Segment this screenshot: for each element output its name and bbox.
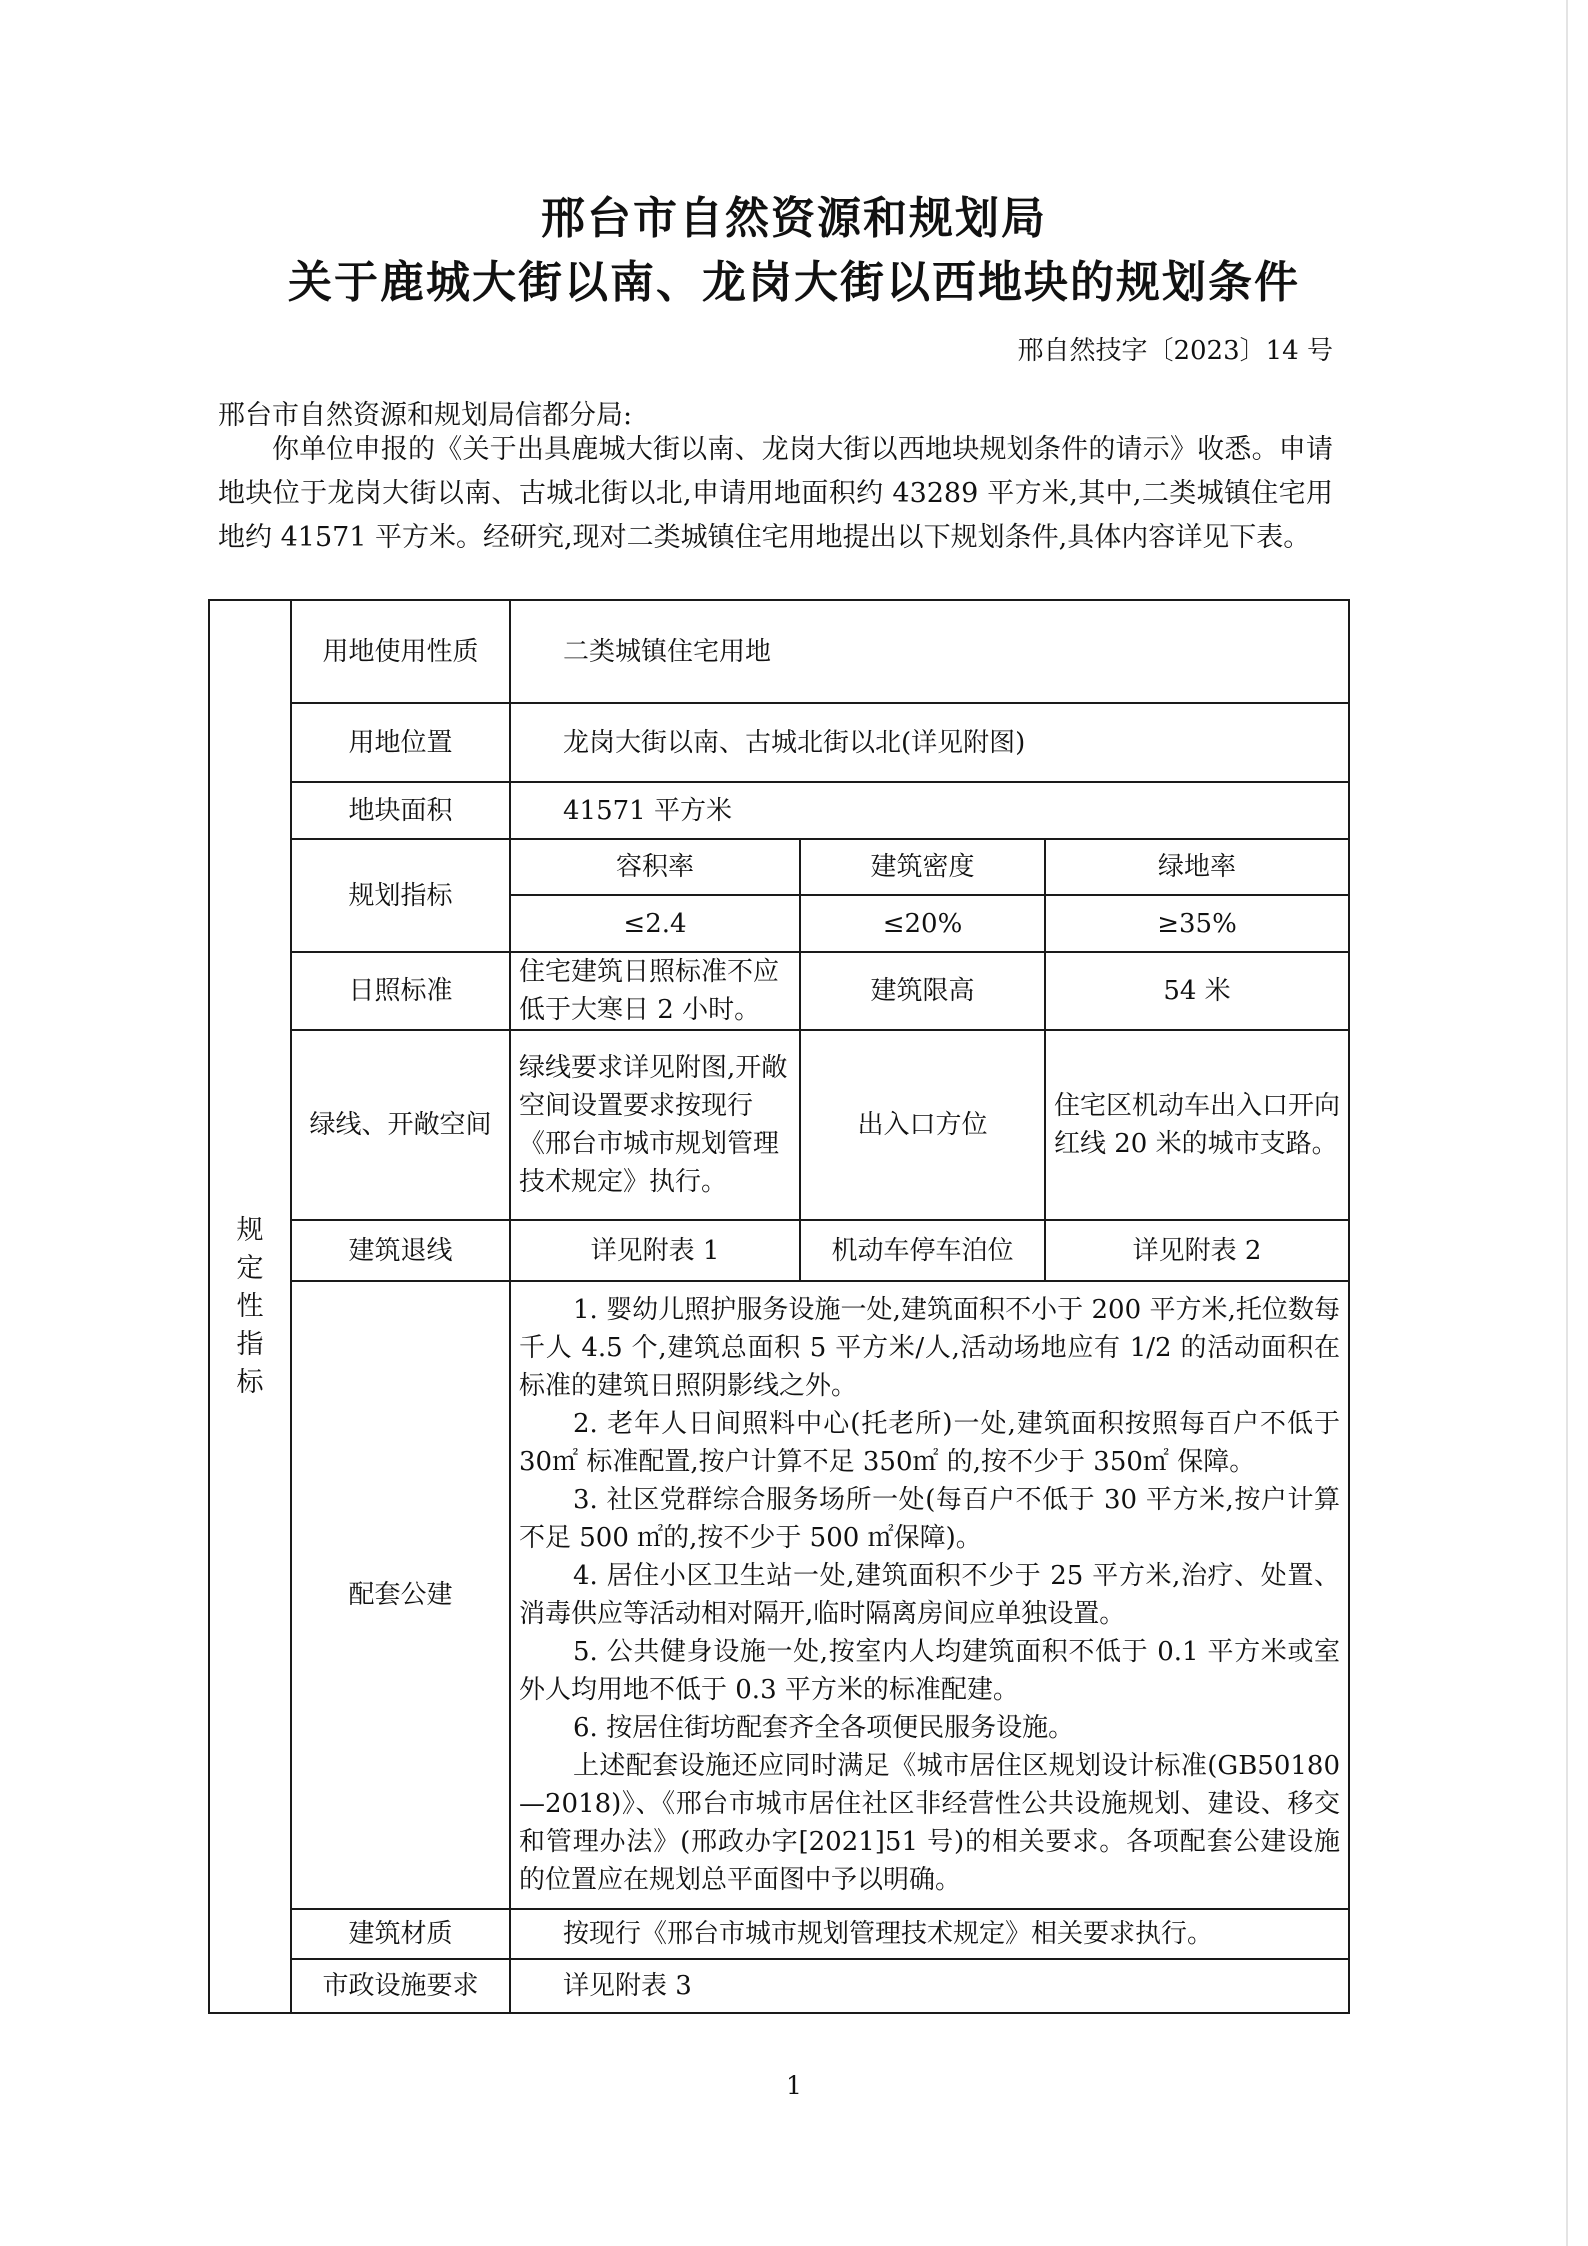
land-use-label: 用地使用性质	[291, 600, 510, 703]
facility-item: 3. 社区党群综合服务场所一处(每百户不低于 30 平方米,按户计算不足 500 ㎡的,按不少于 500 ㎡保障)。	[519, 1485, 1341, 1553]
far-value: ≤2.4	[510, 895, 800, 952]
sunlight-label: 日照标准	[291, 952, 510, 1030]
municipal-label: 市政设施要求	[291, 1959, 510, 2013]
greenline-value: 绿线要求详见附图,开敞空间设置要求按现行《邢台市城市规划管理技术规定》执行。	[510, 1030, 800, 1220]
entrance-label: 出入口方位	[800, 1030, 1045, 1220]
indicators-label: 规划指标	[291, 839, 510, 952]
sunlight-value: 住宅建筑日照标准不应低于大寒日 2 小时。	[510, 952, 800, 1030]
side-char: 定	[236, 1253, 264, 1284]
density-value: ≤20%	[800, 895, 1045, 952]
document-number: 邢自然技字〔2023〕14 号	[1017, 336, 1333, 366]
side-char: 标	[236, 1367, 264, 1398]
location-value: 龙岗大街以南、古城北街以北(详见附图)	[510, 703, 1349, 782]
side-char: 指	[236, 1329, 264, 1360]
facility-item: 2. 老年人日间照料中心(托老所)一处,建筑面积按照每百户不低于 30㎡ 标准配置,按户计算不足 350㎡ 的,按不少于 350㎡ 保障。	[519, 1409, 1341, 1477]
entrance-value: 住宅区机动车出入口开向红线 20 米的城市支路。	[1045, 1030, 1349, 1220]
body-paragraph: 你单位申报的《关于出具鹿城大街以南、龙岗大街以西地块规划条件的请示》收悉。申请地块位于龙岗大街以南、古城北街以北,申请用地面积约 43289 平方米,其中,二类城镇住宅用地约 41571 平方米。经研究,现对二类城镇住宅用地提出以下规划条件,具体内容详见下表。	[218, 434, 1333, 553]
side-label-cell	[209, 600, 291, 2013]
greenline-label: 绿线、开敞空间	[291, 1030, 510, 1220]
facility-item: 1. 婴幼儿照护服务设施一处,建筑面积不小于 200 平方米,托位数每千人 4.5 个,建筑总面积 5 平方米/人,活动场地应有 1/2 的活动面积在标准的建筑日照阴影线之外。	[519, 1295, 1341, 1401]
page-number: 1	[786, 2071, 802, 2100]
height-value: 54 米	[1045, 952, 1349, 1030]
document-title-line2: 关于鹿城大街以南、龙岗大街以西地块的规划条件	[288, 257, 1300, 308]
facility-item: 6. 按居住街坊配套齐全各项便民服务设施。	[573, 1713, 1075, 1743]
far-label: 容积率	[510, 839, 800, 895]
area-label: 地块面积	[291, 782, 510, 839]
scan-edge-line	[1566, 0, 1568, 2246]
green-ratio-value: ≥35%	[1045, 895, 1349, 952]
setback-value: 详见附表 1	[510, 1220, 800, 1281]
setback-label: 建筑退线	[291, 1220, 510, 1281]
side-char: 规	[236, 1215, 264, 1246]
land-use-value: 二类城镇住宅用地	[510, 600, 1349, 703]
facility-note: 上述配套设施还应同时满足《城市居住区规划设计标准(GB50180—2018)》、《邢台市城市居住社区非经营性公共设施规划、建设、移交和管理办法》(邢政办字[2021]51 号)的相关要求。各项配套公建设施的位置应在规划总平面图中予以明确。	[519, 1751, 1341, 1895]
facility-item: 4. 居住小区卫生站一处,建筑面积不少于 25 平方米,治疗、处置、消毒供应等活动相对隔开,临时隔离房间应单独设置。	[519, 1561, 1341, 1629]
material-label: 建筑材质	[291, 1909, 510, 1959]
planning-conditions-table	[208, 599, 1350, 2014]
side-char: 性	[236, 1291, 264, 1322]
facility-item: 5. 公共健身设施一处,按室内人均建筑面积不低于 0.1 平方米或室外人均用地不低于 0.3 平方米的标准配建。	[519, 1637, 1341, 1705]
height-label: 建筑限高	[800, 952, 1045, 1030]
parking-label: 机动车停车泊位	[800, 1220, 1045, 1281]
addressee: 邢台市自然资源和规划局信都分局:	[218, 400, 633, 431]
green-ratio-label: 绿地率	[1045, 839, 1349, 895]
location-label: 用地位置	[291, 703, 510, 782]
density-label: 建筑密度	[800, 839, 1045, 895]
material-value: 按现行《邢台市城市规划管理技术规定》相关要求执行。	[510, 1909, 1349, 1959]
municipal-value: 详见附表 3	[510, 1959, 1349, 2013]
facilities-items	[510, 1281, 1349, 1909]
area-value: 41571 平方米	[510, 782, 1349, 839]
facilities-label: 配套公建	[291, 1281, 510, 1909]
document-title-line1: 邢台市自然资源和规划局	[541, 193, 1047, 244]
parking-value: 详见附表 2	[1045, 1220, 1349, 1281]
